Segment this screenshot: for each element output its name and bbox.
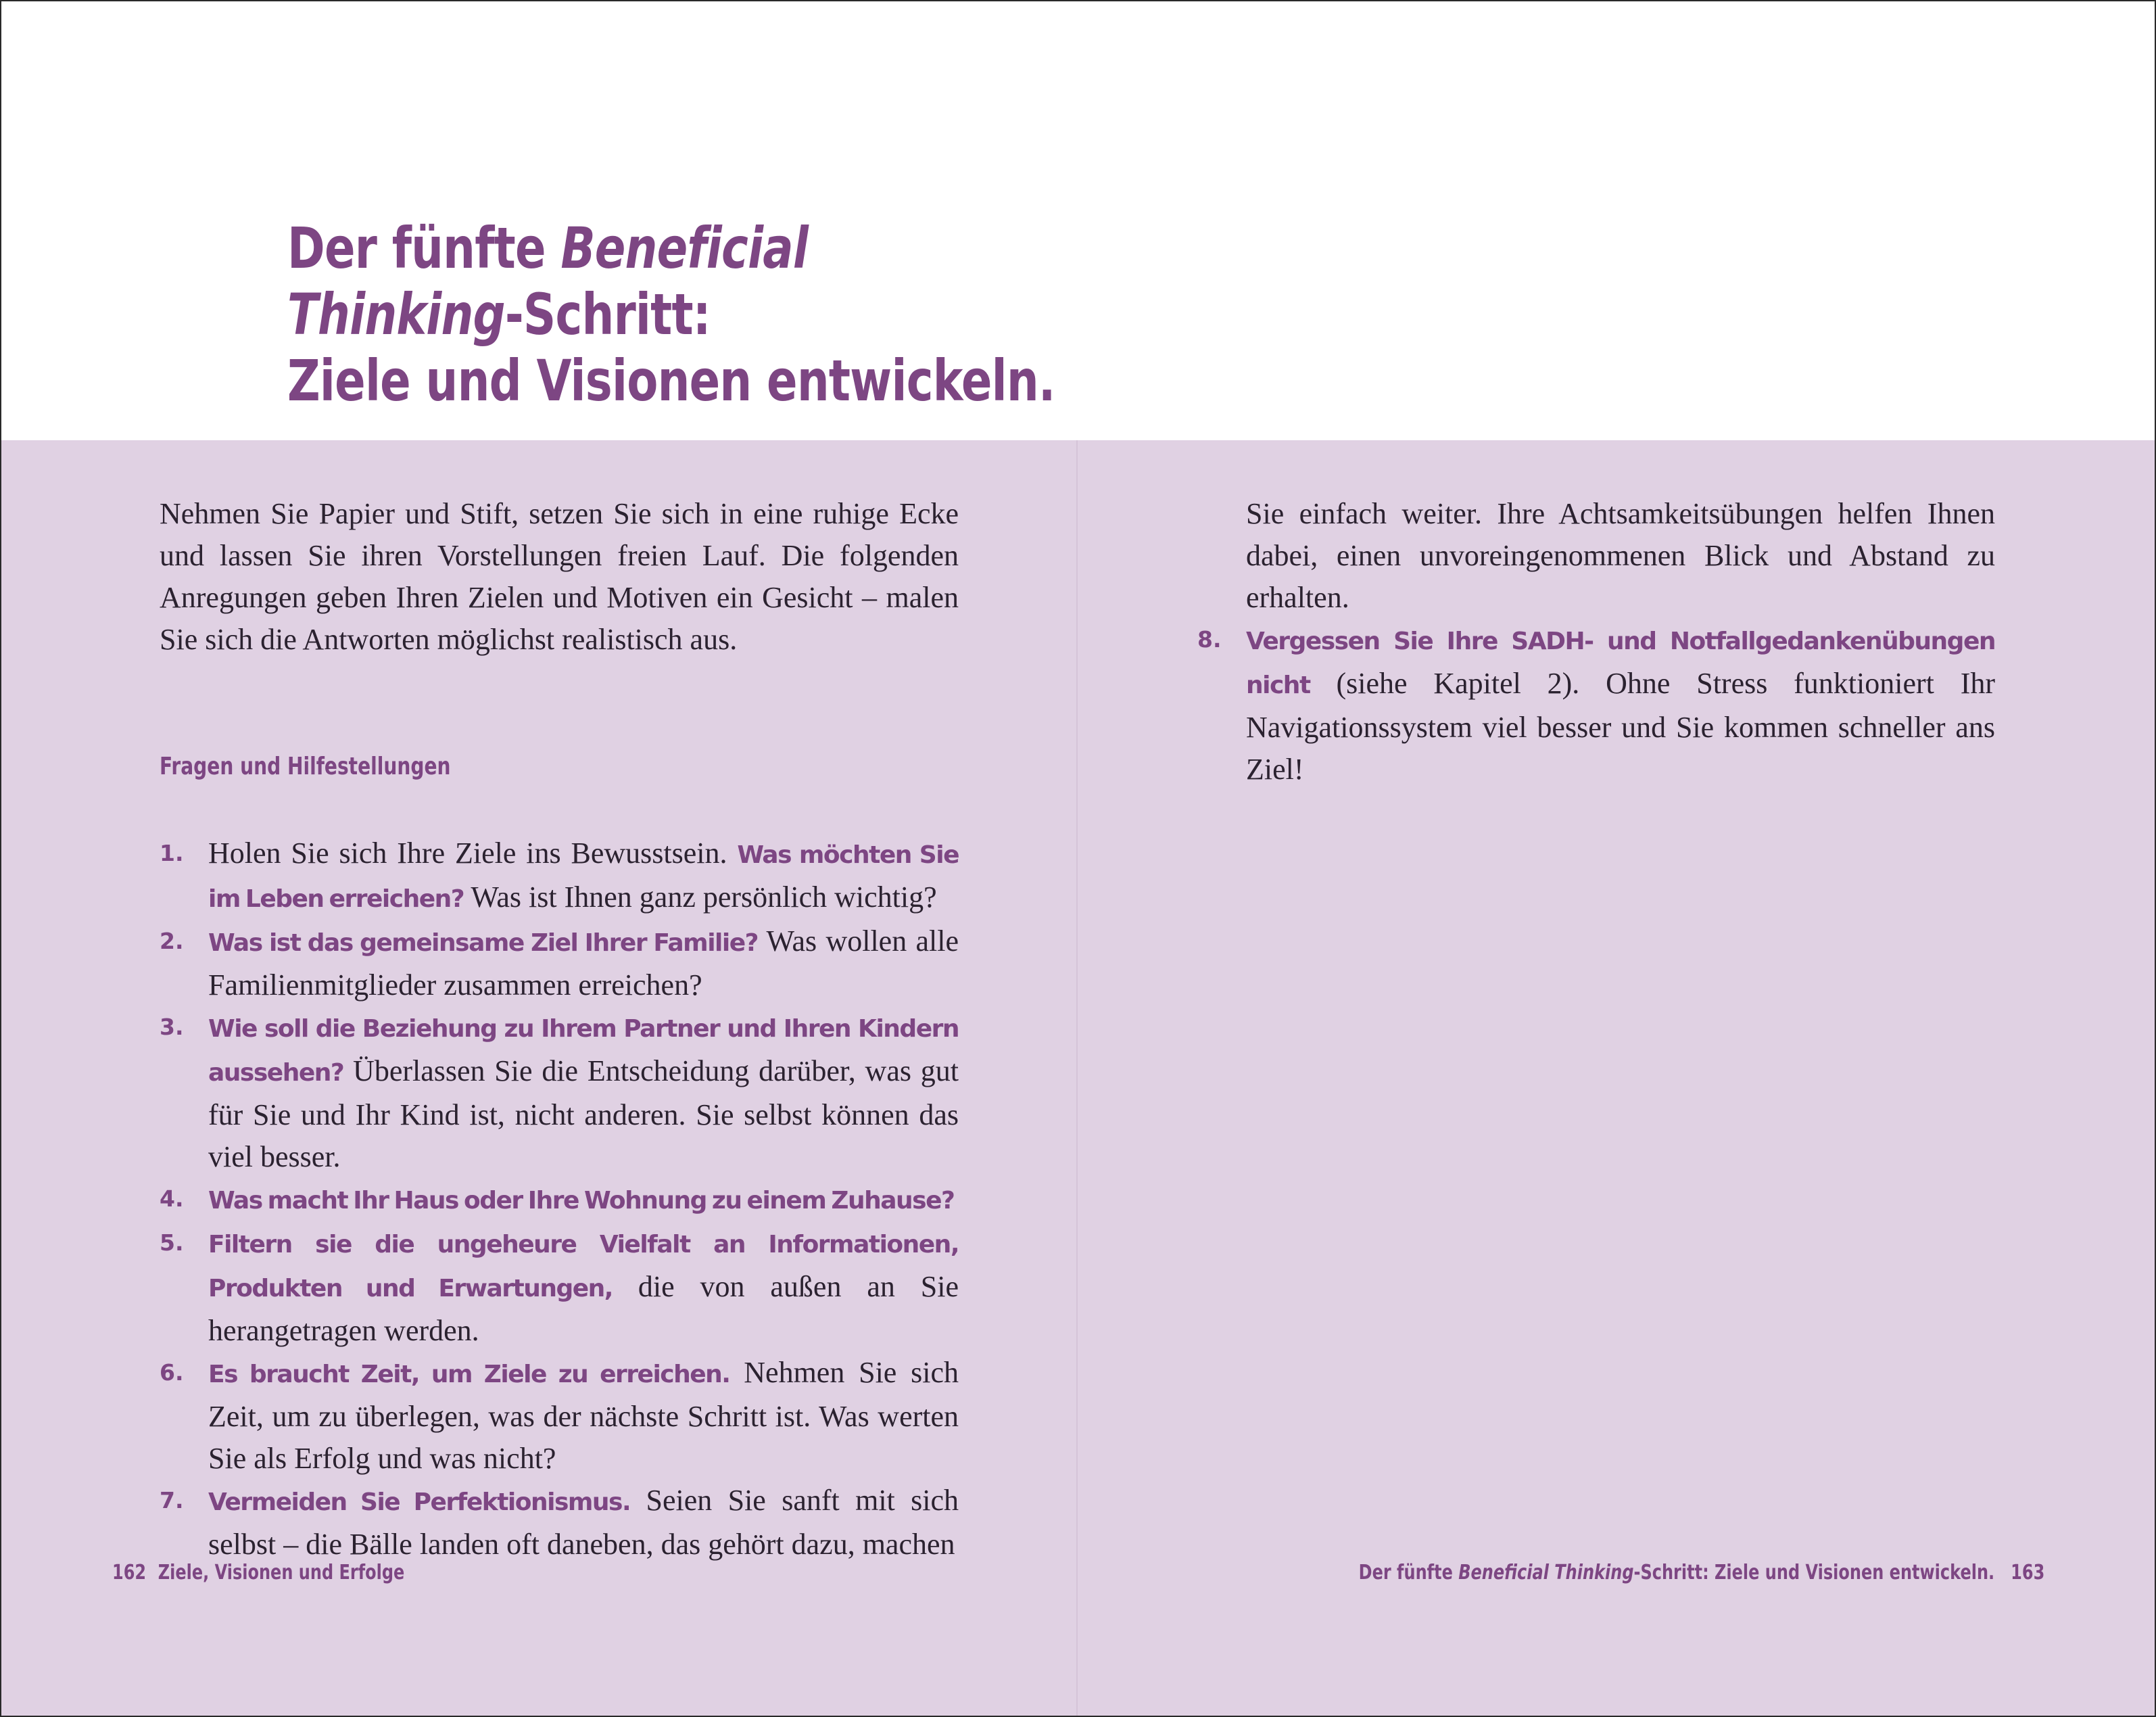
list-item [160,1178,959,1222]
item-text: Nehmen Sie sich Zeit, um zu überlegen, was der nächste Schritt ist. Was werten Sie als Erfolg und was nicht? [208,1356,959,1475]
list-number: 1. [160,840,184,866]
item-highlight: Filtern sie die ungeheure Vielfalt an Informationen, Produkten und Erwartungen, [208,1231,959,1302]
footer-left [112,1559,404,1586]
subheading: Fragen und Hilfestellungen [160,753,451,780]
title-line3: Ziele und Visionen entwickeln. [287,348,1055,414]
item-highlight: Was ist das gemeinsame Ziel Ihrer Familie? [208,929,759,957]
list-number: 5. [160,1229,184,1256]
running-head-right-post: -Schritt: Ziele und Visionen entwickeln. [1633,1561,1994,1584]
item-highlight: Vergessen Sie Ihre SADH- und Notfallgedankenübungen nicht [1246,628,1995,699]
item-text: Was wollen alle Familienmitglieder zusammen erreichen? [208,924,959,1002]
list-number: 4. [160,1185,184,1212]
page-number-left: 162 [112,1561,147,1584]
title-line1-italic: Beneficial [560,215,809,281]
list-number: 2. [160,928,184,954]
intro-paragraph: Nehmen Sie Papier und Stift, setzen Sie sich in eine ruhige Ecke und lassen Sie ihren Vorstellungen freien Lauf. Die folgenden Anregungen geben Ihren Zielen und Motiven ein Gesicht – malen Sie sich die Antworten möglichst realistisch aus. [160,497,959,656]
list-item [160,1006,959,1178]
list-item [160,1352,959,1480]
list-item [1197,619,1995,791]
item-text: Seien Sie sanft mit sich selbst – die Bälle landen oft daneben, das gehört dazu, machen [208,1484,959,1561]
page-number-right: 163 [2010,1561,2044,1584]
list-item [160,832,959,920]
running-head-right-italic: Beneficial Thinking [1458,1561,1634,1584]
title-line2-italic: Thinking [287,281,505,348]
running-head-right-pre: Der fünfte [1358,1561,1458,1584]
item-text: Holen Sie sich Ihre Ziele ins Bewusstsein. [208,837,738,870]
page-gutter [1076,440,1078,1717]
item-text: (siehe Kapitel 2). Ohne Stress funktioniert Ihr Navigationssystem viel besser und Sie kommen schneller ans Ziel! [1246,667,1995,786]
list-number: 8. [1197,626,1222,653]
item-highlight: Es braucht Zeit, um Ziele zu erreichen. [208,1361,730,1388]
question-list-continued [1197,619,1995,791]
chapter-title [287,215,1055,414]
list-item [160,920,959,1006]
running-head-left: Ziele, Visionen und Erfolge [158,1561,405,1584]
item-text: Überlassen Sie die Entscheidung darüber, was gut für Sie und Ihr Kind ist, nicht anderen. Sie selbst können das viel besser. [208,1054,959,1173]
title-line2-plain: -Schritt: [504,281,711,348]
item-highlight: Wie soll die Beziehung zu Ihrem Partner und Ihren Kindern aussehen? [208,1015,959,1087]
list-item [160,1480,959,1566]
item-highlight: Was macht Ihr Haus oder Ihre Wohnung zu einem Zuhause? [208,1187,955,1215]
question-list [160,832,959,1566]
list-number: 7. [160,1487,184,1513]
item-highlight: Vermeiden Sie Perfektionismus. [208,1488,631,1516]
title-line1-plain: Der fünfte [287,215,561,281]
list-item [160,1222,959,1352]
item-text: Was ist Ihnen ganz persönlich wichtig? [464,880,937,914]
continued-paragraph: Sie einfach weiter. Ihre Achtsamkeitsübungen helfen Ihnen dabei, einen unvoreingenommenen Blick und Abstand zu erhalten. [1246,497,1995,614]
list-number: 3. [160,1014,184,1040]
list-number: 6. [160,1359,184,1386]
item-text: die von außen an Sie herangetragen werden. [208,1270,959,1347]
footer-right [1358,1559,2044,1586]
item-highlight: Was möchten Sie im Leben erreichen? [208,841,959,913]
